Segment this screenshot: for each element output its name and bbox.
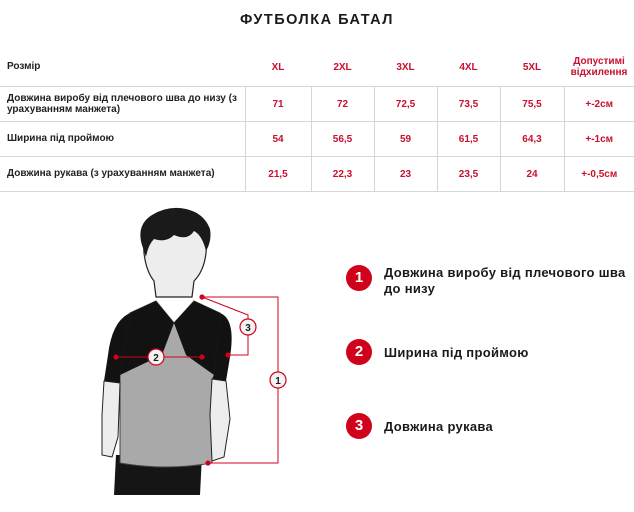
size-header: Розмір	[0, 48, 245, 87]
table-cell: 72,5	[374, 87, 437, 122]
page-title: ФУТБОЛКА БАТАЛ	[240, 12, 394, 28]
table-cell: 56,5	[311, 122, 374, 157]
tolerance-cell: +-0,5см	[564, 157, 634, 192]
table-cell: 54	[245, 122, 311, 157]
table-cell: 75,5	[500, 87, 564, 122]
marker-1: 1	[275, 376, 281, 387]
table-row	[0, 87, 634, 122]
tolerance-header: Допустимі відхилення	[564, 48, 634, 87]
size-column-header: 2XL	[311, 48, 374, 87]
tolerance-cell: +-2см	[564, 87, 634, 122]
legend-text: Ширина під проймою	[384, 345, 529, 360]
row-label: Ширина під проймою	[0, 122, 245, 157]
table-cell: 72	[311, 87, 374, 122]
table-cell: 21,5	[245, 157, 311, 192]
marker-3: 3	[245, 323, 251, 334]
table-cell: 23	[374, 157, 437, 192]
table-cell: 59	[374, 122, 437, 157]
row-label: Довжина рукава (з урахуванням манжета)	[0, 157, 245, 192]
size-column-header: 5XL	[500, 48, 564, 87]
table-cell: 71	[245, 87, 311, 122]
table-cell: 61,5	[437, 122, 500, 157]
table-row	[0, 157, 634, 192]
row-label: Довжина виробу від плечового шва до низу (з урахуванням манжета)	[0, 87, 245, 122]
legend-text: Довжина виробу від плечового шва до низу	[384, 265, 626, 296]
legend-text: Довжина рукава	[384, 419, 494, 434]
size-column-header: 4XL	[437, 48, 500, 87]
tolerance-cell: +-1см	[564, 122, 634, 157]
legend-number: 2	[346, 339, 372, 365]
size-column-header: 3XL	[374, 48, 437, 87]
table-header-row	[0, 48, 634, 87]
table-cell: 64,3	[500, 122, 564, 157]
table-row	[0, 122, 634, 157]
legend-number: 3	[346, 413, 372, 439]
marker-2: 2	[153, 353, 159, 364]
left-arm	[102, 381, 120, 457]
right-arm	[210, 379, 230, 461]
table-cell: 22,3	[311, 157, 374, 192]
table-cell: 24	[500, 157, 564, 192]
table-cell: 73,5	[437, 87, 500, 122]
legend-number: 1	[346, 265, 372, 291]
size-column-header: XL	[245, 48, 311, 87]
table-cell: 23,5	[437, 157, 500, 192]
tshirt-illustration	[90, 205, 300, 495]
size-chart-table	[0, 48, 634, 192]
